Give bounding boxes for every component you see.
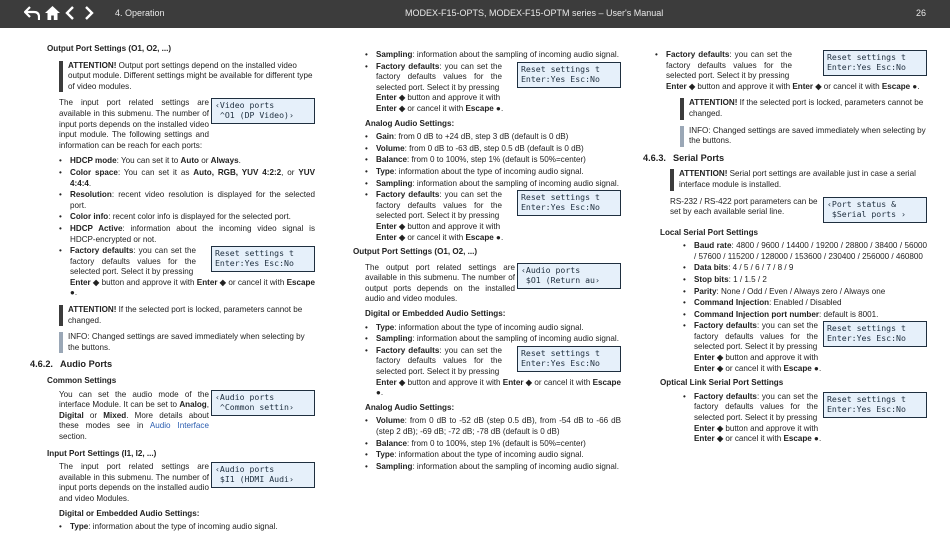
list-item: • Volume: from 0 dB to -63 dB, step 0.5 dB (default is 0 dB) (365, 144, 621, 155)
list-item: • Sampling: information about the sampling of incoming audio signal. (365, 462, 621, 473)
video-settings-list (59, 156, 315, 299)
back-arrow-icon[interactable] (24, 4, 40, 24)
audio-interface-link[interactable]: Audio Interface (149, 421, 209, 431)
list-item: • Factory defaults: you can set the factory defaults values for the selected port. Select it by pressing Reset settings t Enter:Yes Esc:No Enter ◆ button and approve it with Enter ◆ or cancel it with Escape ●. (683, 321, 927, 374)
lcd-reset-settings: Reset settings t Enter:Yes Esc:No (823, 50, 927, 76)
list-item: • Factory defaults: you can set the factory defaults values for the selected port. Select it by pressing Reset settings t Enter:Yes Esc:No Enter ◆ button and approve it with Enter ◆ or cancel it with Escape ●. (365, 62, 621, 115)
lcd-reset-settings: Reset settings t Enter:Yes Esc:No (823, 392, 927, 418)
list-item: • Data bits: 4 / 5 / 6 / 7 / 8 / 9 (683, 263, 927, 274)
list-item: • Type: information about the type of incoming audio signal. (365, 167, 621, 178)
document-title: MODEX-F15-OPTS, MODEX-F15-OPTM series – User's Manual (405, 8, 664, 18)
lcd-reset-settings: Reset settings t Enter:Yes Esc:No (517, 62, 621, 88)
output-port-heading: Output Port Settings (O1, O2, ...) (47, 44, 172, 53)
top-bar (0, 0, 950, 28)
attention-locked-note-2: ATTENTION! If the selected port is locked, parameters cannot be changed. (680, 98, 927, 119)
serial-row: RS-232 / RS-422 port parameters can be set by each available serial line. ‹Port status & $Serial ports › (670, 197, 927, 223)
attention-note: ATTENTION! Output port settings depend on the installed video output module. Different settings might be available for different type of video modules. (59, 61, 315, 93)
column-left (30, 44, 316, 536)
list-item: • Stop bits: 1 / 1.5 / 2 (683, 275, 927, 286)
attention-locked-note: ATTENTION! If the selected port is locked, parameters cannot be changed. (59, 305, 315, 326)
list-item: • Type: information about the type of incoming audio signal. (365, 450, 621, 461)
list-item: • HDCP mode: You can set it to Auto or Always. (59, 156, 315, 167)
list-item: • Sampling: information about the sampling of incoming audio signal. (365, 179, 621, 190)
common-settings-heading: Common Settings (47, 376, 117, 386)
chevron-right-icon[interactable] (84, 4, 94, 24)
list-item: • Resolution: recent video resolution is displayed for the selected port. (59, 190, 315, 211)
list-item: • HDCP Active: information about the incoming video signal is HDCP-encrypted or not. (59, 224, 315, 245)
lcd-serial-ports: ‹Port status & $Serial ports › (823, 197, 927, 223)
list-item: • Baud rate: 4800 / 9600 / 14400 / 19200 / 28800 / 38400 / 56000 / 57600 / 115200 / 128000 / 153600 / 230400 / 256000 / 460800 (683, 241, 927, 262)
lcd-audio-common: ‹Audio ports ^Common settin› (211, 390, 315, 416)
home-icon[interactable] (44, 4, 61, 24)
section-audio-ports: 4.6.2. Audio Ports (30, 359, 113, 370)
list-item: • Color space: You can set it as Auto, RGB, YUV 4:2:2, or YUV 4:4:4. (59, 168, 315, 189)
list-item: • Balance: from 0 to 100%, step 1% (default is 50%=center) (365, 155, 621, 166)
list-item: • Factory defaults: you can set the factory defaults values for the selected port. Select it by pressing Reset settings t Enter:Yes Esc:No Enter ◆ button and approve it with Enter ◆ or cancel it with Escape ●. (59, 246, 315, 299)
list-item: • Balance: from 0 to 100%, step 1% (default is 50%=center) (365, 439, 621, 450)
analog-audio-heading: Analog Audio Settings: (365, 118, 455, 128)
optical-serial-heading: Optical Link Serial Port Settings (660, 378, 784, 388)
common-row: You can set the audio mode of the interface Module. It can be set to Analog, Digital or Mixed. More details about these modes see in Audio Interface section. ‹Audio ports ^Common settin› (59, 390, 315, 443)
digital-audio-heading-2: Digital or Embedded Audio Settings: (365, 309, 506, 319)
input-row: The input port related settings are available in this submenu. The number of input ports depends on the installed audio and video Modules. ‹Audio ports $I1 (HDMI Audi› (59, 462, 315, 504)
chevron-left-icon[interactable] (65, 4, 75, 24)
column-middle (353, 47, 621, 475)
info-note-2: INFO: Changed settings are saved immediately when selecting by the buttons. (680, 126, 927, 147)
list-item: • Factory defaults: you can set the factory defaults values for the selected port. Select it by pressing Reset settings t Enter:Yes Esc:No Enter ◆ button and approve it with Enter ◆ or cancel it with Escape ●. (365, 190, 621, 243)
list-item: • Parity: None / Odd / Even / Always zero / Always one (683, 287, 927, 298)
digital-audio-heading: Digital or Embedded Audio Settings: (59, 508, 200, 518)
local-serial-heading: Local Serial Port Settings (660, 227, 759, 237)
list-item: • Factory defaults: you can set the factory defaults values for the selected port. Select it by pressing Reset settings t Enter:Yes Esc:No Enter ◆ button and approve it with Enter ◆ or cancel it with Escape ●. (683, 392, 927, 445)
intro-row (59, 98, 315, 151)
list-item: • Command Injection port number: default is 8001. (683, 310, 927, 321)
lcd-video-ports: ‹Video ports ^O1 (DP Video)› (211, 98, 315, 124)
list-item: • Gain: from 0 dB to +24 dB, step 3 dB (default is 0 dB) (365, 132, 621, 143)
lcd-audio-output: ‹Audio ports $O1 (Return au› (517, 263, 621, 289)
list-item: • Factory defaults: you can set the factory defaults values for the selected port. Select it by pressing Reset settings t Enter:Yes Esc:No Enter ◆ button and approve it with Enter ◆ or cancel it with Escape ●. (655, 50, 927, 92)
output-port-audio-heading: Output Port Settings (O1, O2, ...) (353, 247, 478, 257)
lcd-reset-settings: Reset settings t Enter:Yes Esc:No (517, 190, 621, 216)
list-item: • Sampling: information about the sampling of incoming audio signal. (365, 50, 621, 61)
list-item: • Type: information about the type of incoming audio signal. (59, 522, 315, 533)
chapter-label: 4. Operation (115, 8, 165, 18)
analog-audio-heading-2: Analog Audio Settings: (365, 402, 455, 412)
page-number: 26 (916, 8, 927, 18)
lcd-reset-settings: Reset settings t Enter:Yes Esc:No (211, 246, 315, 272)
attention-serial-note: ATTENTION! Serial port settings are available just in case a serial interface module is installed. (670, 169, 927, 190)
output-row: The output port related settings are available in this submenu. The number of output ports depends on the installed audio and video modules. ‹Audio ports $O1 (Return au› (365, 263, 621, 305)
input-port-heading: Input Port Settings (I1, I2, ...) (47, 448, 157, 458)
lcd-reset-settings: Reset settings t Enter:Yes Esc:No (823, 321, 927, 347)
list-item: • Command Injection: Enabled / Disabled (683, 298, 927, 309)
list-item: • Type: information about the type of incoming audio signal. (365, 323, 621, 334)
column-right (643, 47, 927, 448)
intro-text: The input port related settings are available in this submenu. The number of input ports depends on the installed video input module. The following settings and information can be reach for each ports: (59, 98, 209, 150)
list-item: • Factory defaults: you can set the factory defaults values for the selected port. Select it by pressing Reset settings t Enter:Yes Esc:No Enter ◆ button and approve it with Enter ◆ or cancel it with Escape ●. (365, 346, 621, 399)
list-item: • Color info: recent color info is displayed for the selected port. (59, 212, 315, 223)
lcd-audio-input: ‹Audio ports $I1 (HDMI Audi› (211, 462, 315, 488)
list-item: • Sampling: information about the sampling of incoming audio signal. (365, 334, 621, 345)
section-serial-ports: 4.6.3. Serial Ports (643, 152, 725, 163)
list-item: • Volume: from 0 dB to -52 dB (step 0.5 dB), from -54 dB to -66 dB (step 2 dB); -69 dB; -72 dB; -78 dB (default is 0 dB) (365, 416, 621, 437)
info-note: INFO: Changed settings are saved immediately when selecting by the buttons. (59, 332, 315, 353)
lcd-reset-settings: Reset settings t Enter:Yes Esc:No (517, 346, 621, 372)
